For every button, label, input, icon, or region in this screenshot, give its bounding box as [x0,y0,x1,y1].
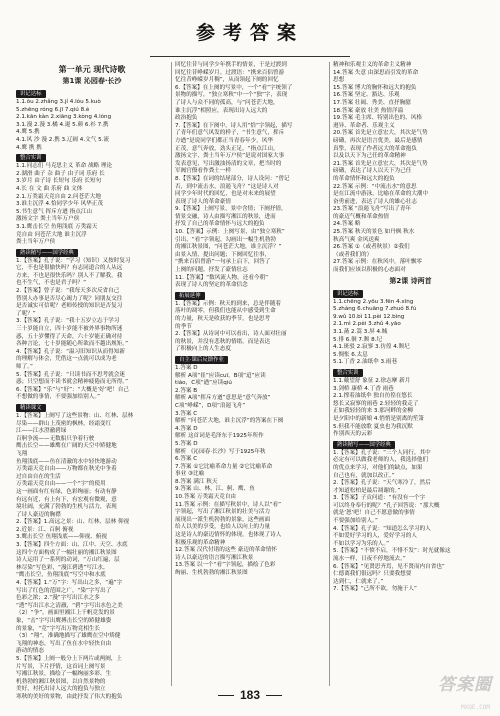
answer-line: 回忆往昔与同学少年携手的情景，于是过渡到 [175,62,287,68]
answer-line: 5.惆怅 6.太息 [333,351,368,358]
page-number-dash-left [218,695,234,696]
answer-line: 8.答案 满江 秋天 [175,478,218,485]
answer-line: 秋高气爽 金风送爽 [333,236,380,243]
answer-line: 由景入情，提出问题；下阕回忆往事， [175,251,271,258]
answer-line: 落叶的凋零，但我们也能从中感受到生命 [175,308,276,315]
section-tag: 拓展延伸 [175,292,205,300]
answer-line: 上阕的问题，抒发了豪情壮志 [175,267,248,274]
answer-line: 3.【答案】孔子说：“我十五岁立志于学习 [16,318,120,325]
answer-line: 9.【答案】上阕写景，景中含情；下阕抒情， [175,206,287,213]
answer-line: 的景象，“竞”字写出万物竞相生长 [16,625,101,632]
answer-line: 6.答案 C [175,456,198,463]
answer-line: 4.鹰 携 携 [16,144,42,151]
answer-line: 这四个方面构成了一幅壮丽的湘江秋景图 [16,549,117,556]
answer-line: 4.长 在 文 曲 乐府 曲 文体 [16,185,83,192]
answer-line: 激扬文字，粪土当年万户侯”是说对国家大事 [175,153,285,160]
answer-line: 方来，不也是很快乐吗？别人不了解我，我 [16,272,123,279]
answer-line: 诗人运用了一系列的动词，“万山红遍，层 [16,557,120,564]
answer-line: 10.答案 万类霜天竞自由 [175,494,237,501]
answer-line: 磅礴，再次是语言优美，最后是感情 [333,137,423,144]
answer-line: 9.答案 山、林、江、舸、鹰、鱼 [175,486,255,493]
watermark-url: MXQE.COM [461,704,490,711]
answer-line: 磅礴，表达了诗人以天下为己任 [333,168,412,175]
answer-line: 16.答案 坚定、豁达、乐观 [333,92,400,99]
page-title: 参考答案 [195,22,304,44]
section-heading [333,288,488,299]
answer-line: 悠长又寂寥的雨巷 2.轻轻的我走了 [333,400,419,407]
answer-line: 12.答案 汉代付诸的这些 豪迈的革命情怀 [175,547,277,554]
answer-line: 3.【答案】子贡问道：“有没有一个字 [333,495,426,502]
answer-line: tiáo，C项“遒”应读qiú [175,380,232,387]
answer-line: 的力量，秋天是收获的季节，也是思考 [175,316,271,322]
answer-line: 林尽染”写色彩，“漫江碧透”写江水， [16,564,109,571]
answer-line: 了青年们意气风发的样子，“书生意气，挥斥 [175,130,285,137]
answer-line: 6.【答案】“见贤思齐焉，见不贤而内自省也” [333,563,445,570]
answer-line: 2.1.撑着油纸伞 独自彷徨在悠长 [333,393,413,400]
answer-line: 4.【答案】1.“万”字：写出山之多，“遍”字 [16,580,123,587]
answer-line: 14.答案 失意 由深思而引发的革命 [333,69,419,76]
answer-line: 1.1.同志们 马克思主义 革命 战略 理论 [16,163,113,170]
answer-line: 20.答案 首先是立意宏大，其次是气势 [333,130,428,137]
answer-line: 字领起，写出了湘江秋景的壮美与活力 [175,509,271,516]
answer-line: 1.1.ǒu 2.zhǎng 3.jí 4.lóu 5.kuò [16,99,101,105]
answer-line: 片写景，下片抒情，这首词上阕写景 [16,663,106,670]
answer-line: 的革命情怀和远大的抱负 [333,175,395,182]
answer-line: 2.【答案】曾子说：“我每天多次反省自己 [16,288,120,295]
answer-line: 3.答案 C [175,410,198,417]
answer-line: 24.答案 略 [333,221,361,228]
answer-line: 给人以美的享受，也给人以向上的力量 [175,524,271,531]
answer-line: 解析 “问苍茫大地，谁主沉浮”的答案在下阕 [175,418,284,425]
answer-line: 3.1.鹰击长空 鱼翔浅底 万类霜天 [16,223,98,230]
answer-line: 7.【答案】“己所不欲，勿施于人” [333,586,417,593]
answer-line: 可以终身奉行的呢？”孔子回答说：“那大概 [333,502,440,509]
answer-line: 1.【答案】上阕写了这些景物：山、红林、层林 [16,412,134,419]
section-heading [16,402,168,413]
answer-line: （3）“翔”，准确地描写了雄鹰在空中矫健 [16,633,121,640]
answer-line: 万类霜天竞自由——一个“字”的使用 [16,481,106,488]
answer-line: 3.1.漫 2.漫 3.橘 4.遏 5.颜 6.衫 7.携 [16,121,109,128]
answer-line: 而我们应该以积极的心态面对 [333,267,406,274]
answer-line: 同学少年时代的回忆，也是对未来的展望 [175,191,276,198]
answer-line: 惑，五十岁懂得了天命，六十岁能正确对待 [16,333,123,340]
section-tag: 自主·课后反馈作业 [175,356,228,364]
answer-line: 17.答案 壮阔、秀美、直抒胸臆 [333,99,411,106]
section-heading [16,88,168,99]
answer-line: 4.鹰 5.携 [16,129,40,136]
answer-line: 1.答案 D [175,364,198,371]
answer-line: 真挚，表现了作者远大的革命抱负 [333,145,417,152]
answer-line: 流水一样，日夜不停地流去。” [333,556,406,563]
answer-line: 粪土当年万户侯 [16,239,56,246]
answer-line: 必定有可以做我老师的人，我选择他们 [333,457,429,464]
unit-title: 第一单元 现代诗歌 [58,65,126,74]
answer-line: 景物的描写，“独立寒秋”中一个“独”字，表现 [175,92,288,99]
answer-line: 9.wǔ 10.bì 11.pèi 12.bìng [333,313,405,320]
answer-line: 竞自由 问苍茫大地 谁主沉浮 [16,231,87,238]
answer-line: 寒秋的美好的景物，由此抒发了伟大的抱负 [16,693,123,700]
answer-line: 不如爱好学习的人，爱好学习的人 [333,533,417,540]
answer-line: “透”写出江水之清澈，“碧”字写出水色之美 [16,602,123,609]
section-tag: 识记达标 [16,90,46,98]
answer-line: 2.湖滑 曲子 杂 曲子 由子词 乐府 长 [16,170,105,177]
answer-line: 的优点来学习，对他们的缺点，如果 [333,464,423,471]
answer-line: 5.1.丁香 2.油纸伞 3.雨巷 [333,359,398,366]
answer-line: 精神和乐观主义的革命主义精神 [333,62,412,68]
answer-line: 尽染——群山上茂密的枫林，经霜变红 [16,420,112,427]
answer-line: 5.zhēng róng 6.jī 7.qiú 8.è [16,106,90,113]
answer-line: 正如我轻轻的来 3.那河畔的金柳 [333,408,413,415]
answer-line: 3.1.菡 2.篙 3.屏 4.缄 [333,329,388,335]
answer-line: 正茂，意气奔放，劲头正足，“指点江山， [175,145,279,152]
answer-line: 否，到中流击水，浪遏飞舟？”这是诗人对 [175,183,279,190]
answer-line: 江——江水澄澈碧绿 [16,428,67,435]
answer-line: 写出了红色的范围之广，“染”字写出了 [16,587,112,594]
answer-line: 谁主沉浮”相照应，表现出诗人远大的 [175,107,268,114]
section-heading [333,439,488,450]
answer-line: 不要强加给别人。” [333,518,378,525]
answer-line: 不如以学习为乐的人。” [333,540,390,547]
answer-line: 了积极向上的人生态度 [175,346,231,353]
answer-line: 抒发了自己的革命情怀与远大的抱负 [175,221,265,228]
answer-column-right [329,62,488,686]
answer-line: 19.答案 毛主席、特别出色的、风格 [333,115,422,122]
answer-line: 引出，“看”字领起，勾画出一幅生机勃勃 [175,236,276,243]
answer-line: 美好，衬托出诗人远大的抱负与独立 [16,686,106,693]
answer-line: 2.答案 B [175,387,198,394]
answer-line: 13.答案 以一个“看”字领起，描绘了色彩 [175,562,276,569]
lesson-title: 第2课 诗两首 [389,276,432,285]
section-tag: 整合实训 [333,369,363,377]
answer-line: 事业 ③比喻 [175,471,205,478]
answer-line: 也不生气，不也是君子吗？” [16,280,87,287]
page-number-value: 183 [239,688,261,702]
lesson-title: 第1课 沁园春·长沙 [62,77,122,85]
answer-line: 有远有近，有上有下，有宏观有微观，意 [16,496,117,503]
page-number-dash-right [266,695,282,696]
answer-line: 5.【答案】孔子说：“只读书而不思考就会迷 [16,371,125,378]
section-tag: 精读课文 [16,404,46,412]
answer-line: 4.【答案】孔子说：“知道怎么学习的人 [333,525,431,532]
answer-line: 表现了诗人的坚定的革命信念 [175,282,248,289]
answer-line: 自己也有，就加以改正。” [333,472,395,479]
answer-line: 5.zhàng 6.chuāng 7.zhuó 8.fú [333,306,417,313]
answer-line: 5.书生意气 挥斥方遒 指点江山 [16,208,93,215]
answer-line: “鹰击长空，鱼翔浅底”写空中和水底 [16,572,106,579]
answer-line: 10.【答案】示例：上阕写景，由“独立寒秋” [175,229,285,236]
answer-line: 思想 [333,77,345,84]
answer-line: 5.【答案】“不愤不启，不悱不发”：时光就像这 [333,548,451,555]
answer-line: 发表意见，写出激浊扬清的文章，把当时的 [175,160,282,167]
title-divider [150,56,350,57]
answer-line: 政治抱负 [175,115,198,122]
answer-line: 诗人以豪迈的语言描写湘江秋景 [175,554,254,561]
answer-line: 是在江流中游泳，比喻在革命的大潮中 [333,191,429,198]
answer-line: 23.答案 “浪遏飞舟”写出了青年 [333,206,412,213]
answer-line: 飞翔 [16,450,28,457]
section-tag: 熟读精写——国学经典 [333,441,395,449]
answer-line: 回忆往昔峥嵘岁月。过渡语：“携来百侣曾游 [175,69,285,76]
answer-line: 境壮阔，充满了勃勃的生机与活力，表现 [16,504,117,511]
answer-line: 鹰击长空——雄鹰在广阔的天空中矫健地 [16,443,117,450]
answer-line: 写湘江秋景，描绘了一幅绚丽多彩、生 [16,671,112,678]
answer-line: 的秋景，并没有悲秋的情绪，而是表达 [175,338,271,345]
answer-line: 忆往昔峥嵘岁月稠”，从而领起下阕的回忆 [175,77,279,84]
answer-line: 是否诚实可信呢？老师传授的知识是否复习 [16,303,123,310]
answer-line: 2.近景：江、百舸 俯视 [16,526,74,533]
answer-line: 5.【答案】上阕一般分上下两片或两阕，上 [16,655,123,662]
answer-line: 11.【答案】“数风流人物，还看今朝” [175,274,269,281]
answer-line: 积极乐观的革命精神 [175,539,226,546]
answer-line: 7.【答案】在下阕中，诗人用“恰”字领起，描写 [175,122,293,129]
answer-line: 2.【答案】1.高远之景：山、红林、层林 仰视 [16,519,130,526]
answer-line: 3.谁主沉浮 4.恰同学少年 风华正茂 [16,201,103,208]
answer-line: 激扬文字 粪土当年万户侯 [16,216,80,223]
answer-line: 绚丽、生机勃勃的湘江秋景图 [175,570,248,576]
answer-line: 5.答案 D [175,440,198,447]
answer-line: 机勃勃的湘江秋景图，以自然景物的 [16,678,106,685]
answer-line: 才知道松柏是最后凋谢的。” [333,487,401,494]
section-tag: 识记达标 [333,290,363,298]
section-heading [16,247,168,258]
answer-line: 1.【答案】示例：秋天的到来，总是伴随着 [175,300,282,307]
answer-line: 过自由自在的生活 [16,473,61,480]
answer-line: 游动的情态 [16,648,44,655]
answer-line: 的豪迈气概和革命热情 [333,213,389,220]
answer-line: 这一画面有红有绿，色彩绚丽；有动有静 [16,488,117,495]
answer-line: 1.1.戴望舒 象征 2.徐志摩 新月 [333,377,411,384]
answer-line: 是夕阳中的新娘 4.悄悄是别离的笙箫 [333,415,425,422]
answer-line: 4.1.斑驳 2.寂寥 3.彷徨 4.颓圮 [333,344,410,351]
answer-line: 军阀官僚看作粪土一样 [175,168,231,175]
answer-line: 以及以天下为己任的革命精神 [333,153,406,160]
answer-line: 了呢？” [16,310,36,317]
answer-line: 3.【答案】四个方面：山、江中、天空、水底 [16,542,128,549]
answer-line: 3.剑桥 康桥 4.丁香 雨巷 [333,385,394,392]
answer-line: （或者我们的） [333,251,373,258]
answer-line: 就是‘恕’吧！自己不愿意做的事情 [333,510,415,517]
answer-line: 解析 《沁园春·长沙》写于1925年秋 [175,448,266,455]
answer-column-left [16,62,168,700]
answer-line: 师了。” [16,364,33,370]
answer-line: 解析 A项“崔”应读cuī，B项“迢”应读 [175,372,266,379]
answer-line: 25.答案 秋天的景色 如丹枫 秋水 [333,229,415,236]
answer-line: 5.徘 6.徊 7.颓 8.圮 [333,336,383,343]
answer-line: 3.鹰击长空 鱼翔浅底——仰视、俯视 [16,534,108,541]
answer-line: 方遒”是说同学们都正当青春年少，风华 [175,137,273,144]
answer-line: 6.【答案】在上阕的写景中，一个“看”字统领了 [175,84,293,91]
section-heading [175,290,327,301]
watermark-logo: 答案圈 [438,675,492,695]
answer-line: 表现了诗人的革命豪情 [175,198,231,205]
answer-line: 了诗人与众不同的孤高，与“问苍茫大地， [175,99,279,106]
section-heading [175,354,327,365]
section-heading [16,152,168,163]
section-tag: 整合实训 [16,154,46,162]
answer-line: 仁德离我们很远吗？只要我想要 [333,571,412,578]
answer-line: 的理解与体会，凭借这一点就可以成为老 [16,356,117,363]
answer-line: 5.但我不能放歌 夏虫也为我沉默 [333,423,413,430]
answer-line: 迥异、革命者、乐观主义 [333,122,395,129]
answer-column-middle [171,62,327,686]
answer-line: 解析 这首词是毛泽东于1925年所作 [175,433,264,440]
answer-line: 各种言论，七十岁能随心所欲而不越出规矩。” [16,341,128,348]
section-tag: 熟读精写——国学经典 [16,249,78,257]
answer-line: 的湘江秋景图，“问苍茫大地，谁主沉浮？” [175,244,282,251]
answer-line: 百舸争流——无数船只争着行驶 [16,435,95,442]
answer-line: 1.1.chēng 2.yōu 3.fēn 4.xīng [333,298,414,305]
answer-line: 了诗人豪迈的胸襟 [16,511,61,518]
answer-line: 2.【答案】孔子说：“天气寒冷了，然后 [333,480,431,487]
answer-line: 11.答案 示例：在描写秋景中，诗人以“看” [175,501,281,508]
answer-line: 鱼翔浅底——鱼在清澈的水中轻快地游动 [16,458,117,465]
answer-line: 15.答案 博大的胸怀和远大的抱负 [333,84,417,91]
answer-line: 1.【答案】孔子说：“三个人同行，其中 [333,449,431,456]
answer-line: 4.答案 D [175,425,198,432]
answer-line: 不想做的事情，不要强加给别人。” [16,394,101,401]
answer-line: 解析 A项“挥斥方遒”意思是“意气奔放” [175,395,271,402]
answer-line: 的季节 [175,323,192,330]
answer-line: 22.答案 示例：“中流击水”的意思 [333,183,417,190]
answer-line: 8.【答案】在词的结尾部分，诗人设问：“曾记 [175,175,290,182]
answer-line: 2.1.mì 2.pèi 3.zhǔ 4.yāo [333,321,401,328]
answer-line: 达到仁，仁就来了。” [333,578,384,585]
answer-line: 1.【答案】孔子说：“学习（知识）又按时复习 [16,257,131,264]
answer-line: 万类霜天竞自由——万物都在秋光中争着 [16,466,117,473]
answer-line: 情景交融，诗人由描写湘江的秋景，进而 [175,213,276,220]
answer-line: 奋勇前进，表达了诗人的雄心壮志 [333,198,417,205]
answer-line: 6.【答案】“乐”与“好”：“大概是‘好’吧！自己 [16,386,129,393]
answer-line: 三十岁能自立，四十岁能不被外界事物所迷 [16,326,123,333]
answer-line: 26.答案 ①（或者秋景）②我们 [333,244,410,251]
answer-line: 这是诗人的豪迈情怀的体现，也体现了诗人 [175,532,282,539]
answer-line: 27.答案 示例：在秋风中，落叶飘零 [333,259,422,266]
answer-line: 象，“击”字写出鹰搏击长空的矫健雄姿 [16,618,112,624]
answer-line: 3.岁月 由子诗 长短句 乐府 长短句 [16,178,102,185]
answer-line: 作别西天的云彩 [333,431,373,438]
answer-line: 它，不也是很愉快吗？有志同道合的人从远 [16,265,123,272]
answer-line: （2）“争”，画面里湘江上千帆竞发的景 [16,610,115,617]
answer-line: 替别人办事是否尽心竭力了呢？同朋友交往 [16,295,123,302]
answer-line: 色彩之浓；2.“漫”字写出江水之多 [16,595,100,602]
answer-line: C项“峥嵘”，D项“浪遏飞舟” [175,402,246,409]
answer-line: “携来百侣曾游”一句承上启下，回答了 [175,259,271,266]
answer-line: 18.答案 豪放 壮美 热情洋溢 [333,107,404,114]
answer-line: 7.答案 ①它比喻革命力量 ②它比喻革命 [175,463,273,470]
answer-line: 飞翔的神态，写出了鱼在水中轻快自由 [16,640,112,647]
answer-line: 4.【答案】孔子说：“温习旧知识从而得知新 [16,348,125,355]
answer-line: 4.1.风 沙 漫 2.携 3.辽阔 4.文气 5.流 [16,136,110,143]
answer-line: 惑；只空想而不读书就会精神疲倦而无所得。” [16,379,128,386]
answer-line: 21.答案 首先是立意宏大，其次是气势 [333,160,428,167]
answer-line: 2.【答案】从诗词中可以看出，诗人面对壮丽 [175,331,287,338]
answer-line: 展现出一派生机勃勃的景象，这些画面 [175,516,271,523]
section-heading [333,367,488,378]
answer-line: 2.1.kān kàn 2.xiāng 3.kòng 4.lóng [16,114,112,121]
answer-line: 2.1.万类霜天竞自由 2.问苍茫大地 [16,193,101,200]
